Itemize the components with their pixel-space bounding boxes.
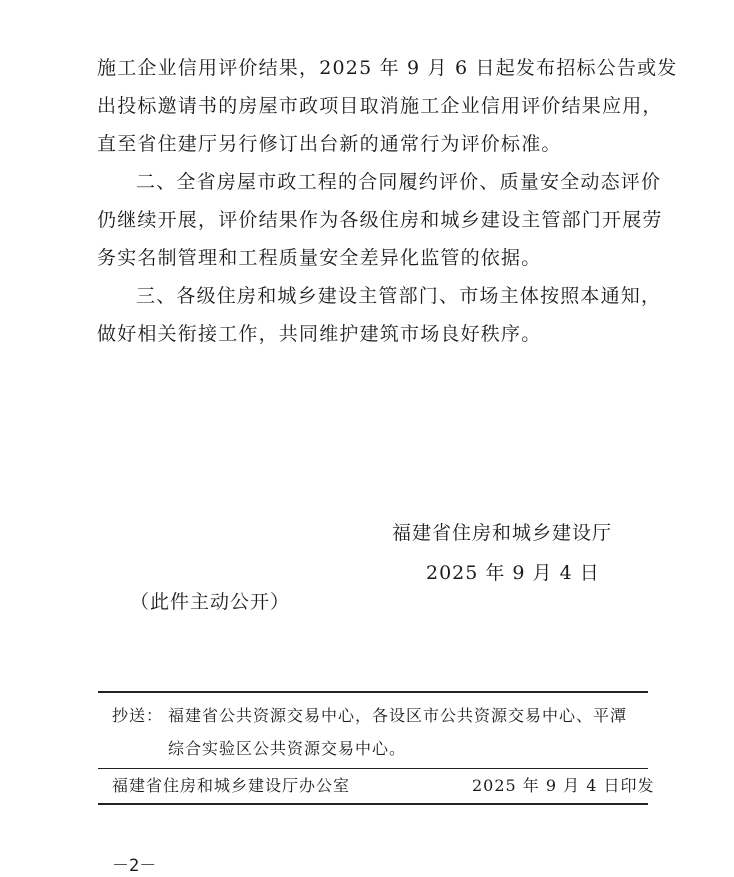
disclosure-note: （此件主动公开）: [130, 591, 291, 613]
cc-line-2: 综合实验区公共资源交易中心。: [168, 739, 407, 758]
footer-office: 福建省住房和城乡建设厅办公室: [112, 776, 351, 795]
cc-label: 抄送：: [112, 706, 164, 725]
body-line-2: 出投标邀请书的房屋市政项目取消施工企业信用评价结果应用，: [97, 95, 663, 117]
footer-print-date: 2025 年 9 月 4 日印发: [472, 776, 655, 795]
cc-line-1: 福建省公共资源交易中心，各设区市公共资源交易中心、平潭: [168, 706, 628, 725]
issue-date: 2025 年 9 月 4 日: [426, 562, 600, 584]
issuer-name: 福建省住房和城乡建设厅: [392, 522, 613, 544]
body-line-3: 直至省住建厅另行修订出台新的通常行为评价标准。: [97, 133, 562, 155]
body-line-5: 仍继续开展，评价结果作为各级住房和城乡建设主管部门开展劳: [97, 209, 663, 231]
middle-rule: [98, 768, 648, 769]
body-line-4: 二、全省房屋市政工程的合同履约评价、质量安全动态评价: [136, 171, 662, 193]
body-line-6: 务实名制管理和工程质量安全差异化监管的依据。: [97, 247, 542, 269]
body-line-1: 施工企业信用评价结果，2025 年 9 月 6 日起发布招标公告或发: [97, 57, 678, 79]
top-rule: [98, 691, 648, 693]
page-number: －2－: [112, 856, 157, 876]
body-line-8: 做好相关衔接工作，共同维护建筑市场良好秩序。: [97, 323, 542, 345]
body-line-7: 三、各级住房和城乡建设主管部门、市场主体按照本通知，: [136, 285, 662, 307]
bottom-rule: [98, 803, 648, 805]
